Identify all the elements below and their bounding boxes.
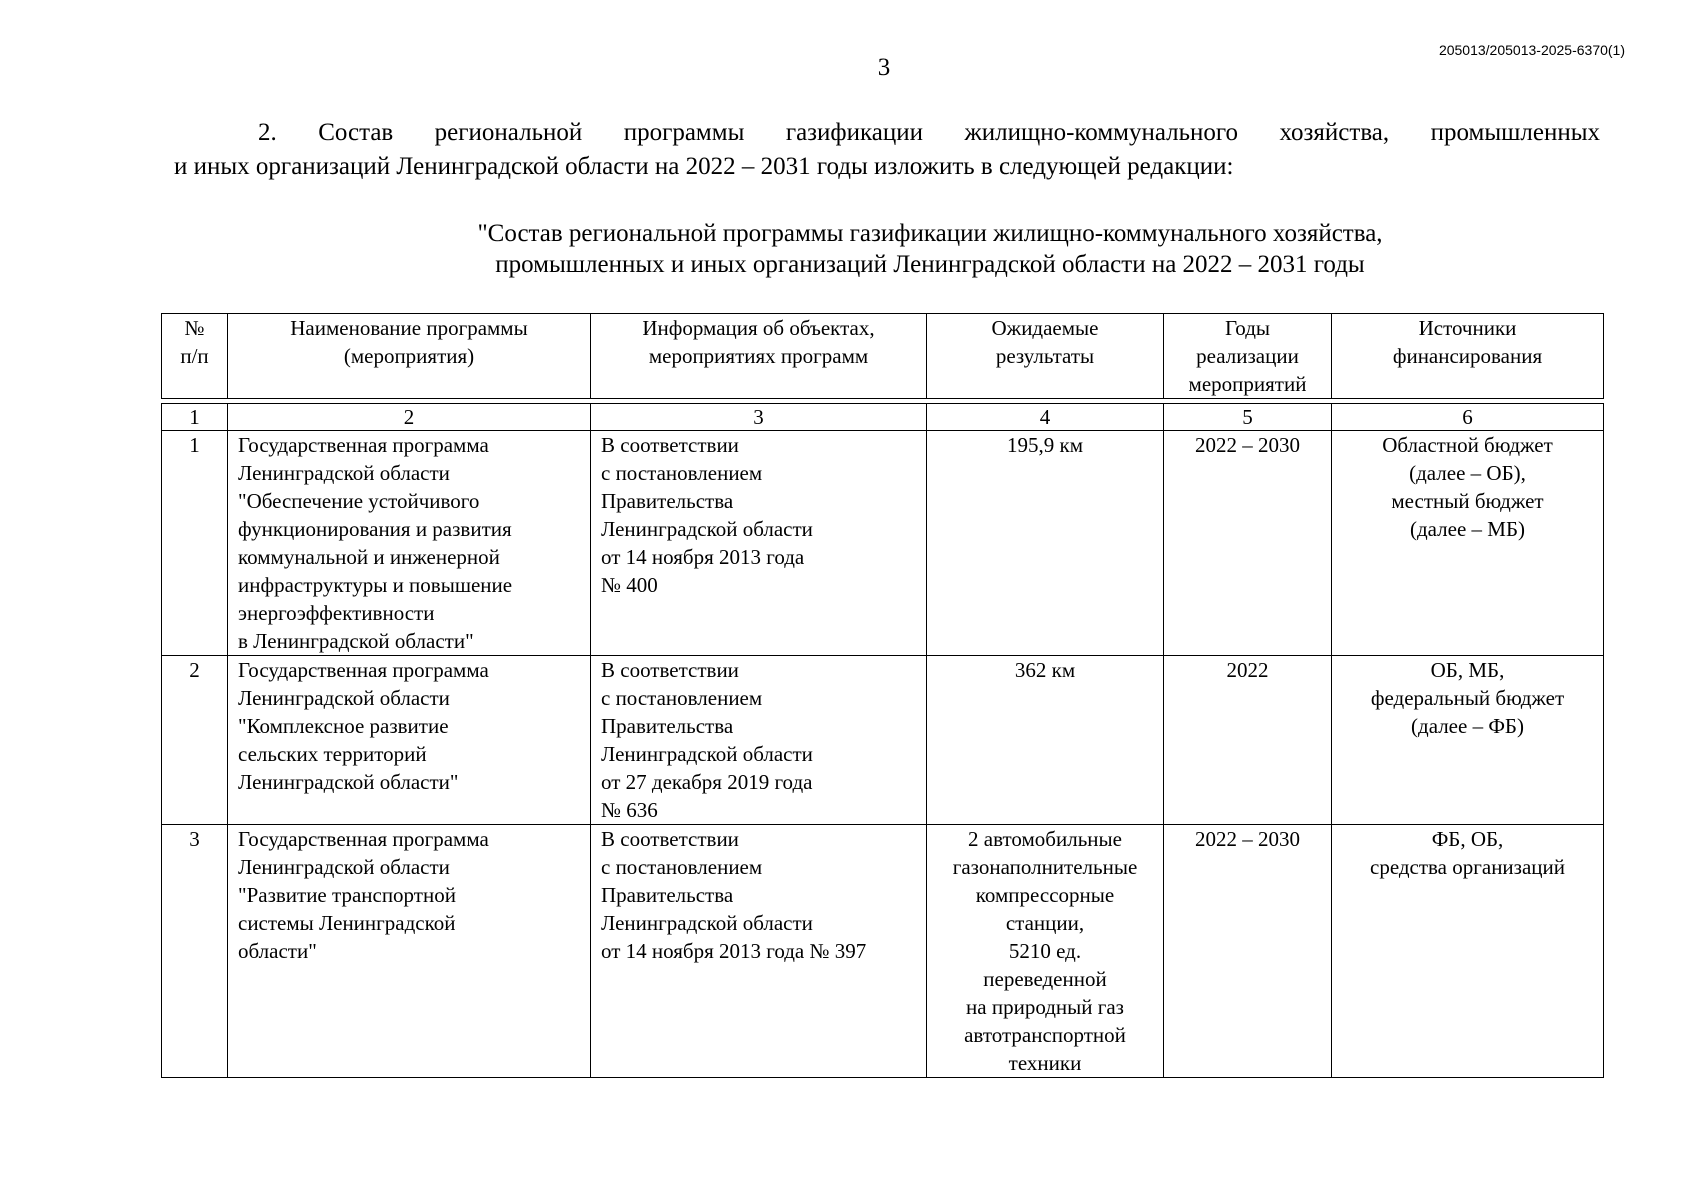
column-header-funding-sources: Источники финансирования (1332, 314, 1604, 399)
row-number: 1 (162, 431, 228, 656)
column-number: 1 (162, 404, 228, 431)
column-header-expected-results: Ожидаемые результаты (927, 314, 1164, 399)
funding-sources: ФБ, ОБ, средства организаций (1332, 825, 1604, 1078)
intro-line-2: и иных организаций Ленинградской области на 2022 – 2031 годы изложить в следующей редакции: (174, 153, 1234, 180)
expected-result: 2 автомобильные газонаполнительные компрессорные станции, 5210 ед. переведенной на природный газ автотранспортной техники (927, 825, 1164, 1078)
table-title-line-2: промышленных и иных организаций Ленинградской области на 2022 – 2031 годы (495, 251, 1365, 278)
object-info: В соответствии с постановлением Правительства Ленинградской области от 14 ноября 2013 года № 397 (591, 825, 927, 1078)
column-number: 2 (228, 404, 591, 431)
column-header-program-name: Наименование программы (мероприятия) (228, 314, 591, 399)
expected-result: 195,9 км (927, 431, 1164, 656)
years: 2022 – 2030 (1164, 825, 1332, 1078)
table-title (250, 218, 1610, 280)
column-number: 4 (927, 404, 1164, 431)
header-row (162, 314, 1604, 399)
document-registration-number: 205013/205013-2025-6370(1) (1438, 42, 1625, 58)
intro-paragraph (174, 116, 1600, 184)
row-number: 2 (162, 656, 228, 825)
column-number: 3 (591, 404, 927, 431)
column-header-years: Годы реализации мероприятий (1164, 314, 1332, 399)
funding-sources: ОБ, МБ, федеральный бюджет (далее – ФБ) (1332, 656, 1604, 825)
table-body (161, 403, 1604, 1078)
page-number: 3 (877, 54, 891, 81)
column-numbers-row (162, 404, 1604, 431)
column-number: 6 (1332, 404, 1604, 431)
table-row (162, 825, 1604, 1078)
program-name: Государственная программа Ленинградской области "Развитие транспортной системы Ленинградской области" (228, 825, 591, 1078)
years: 2022 – 2030 (1164, 431, 1332, 656)
program-name: Государственная программа Ленинградской области "Обеспечение устойчивого функционирования и развития коммунальной и инженерной инфраструктуры и повышение энергоэффективности в Ленинградской области" (228, 431, 591, 656)
table-title-line-1: "Состав региональной программы газификации жилищно-коммунального хозяйства, (477, 220, 1383, 247)
object-info: В соответствии с постановлением Правительства Ленинградской области от 27 декабря 2019 года № 636 (591, 656, 927, 825)
program-name: Государственная программа Ленинградской области "Комплексное развитие сельских территорий Ленинградской области" (228, 656, 591, 825)
column-number: 5 (1164, 404, 1332, 431)
intro-line-1: 2. Состав региональной программы газификации жилищно-коммунального хозяйства, промышленных (258, 119, 1600, 146)
object-info: В соответствии с постановлением Правительства Ленинградской области от 14 ноября 2013 года № 400 (591, 431, 927, 656)
table-header (161, 313, 1604, 399)
column-header-number: № п/п (162, 314, 228, 399)
years: 2022 (1164, 656, 1332, 825)
funding-sources: Областной бюджет (далее – ОБ), местный бюджет (далее – МБ) (1332, 431, 1604, 656)
table-row (162, 431, 1604, 656)
column-header-object-info: Информация об объектах, мероприятиях программ (591, 314, 927, 399)
expected-result: 362 км (927, 656, 1164, 825)
row-number: 3 (162, 825, 228, 1078)
table-row (162, 656, 1604, 825)
